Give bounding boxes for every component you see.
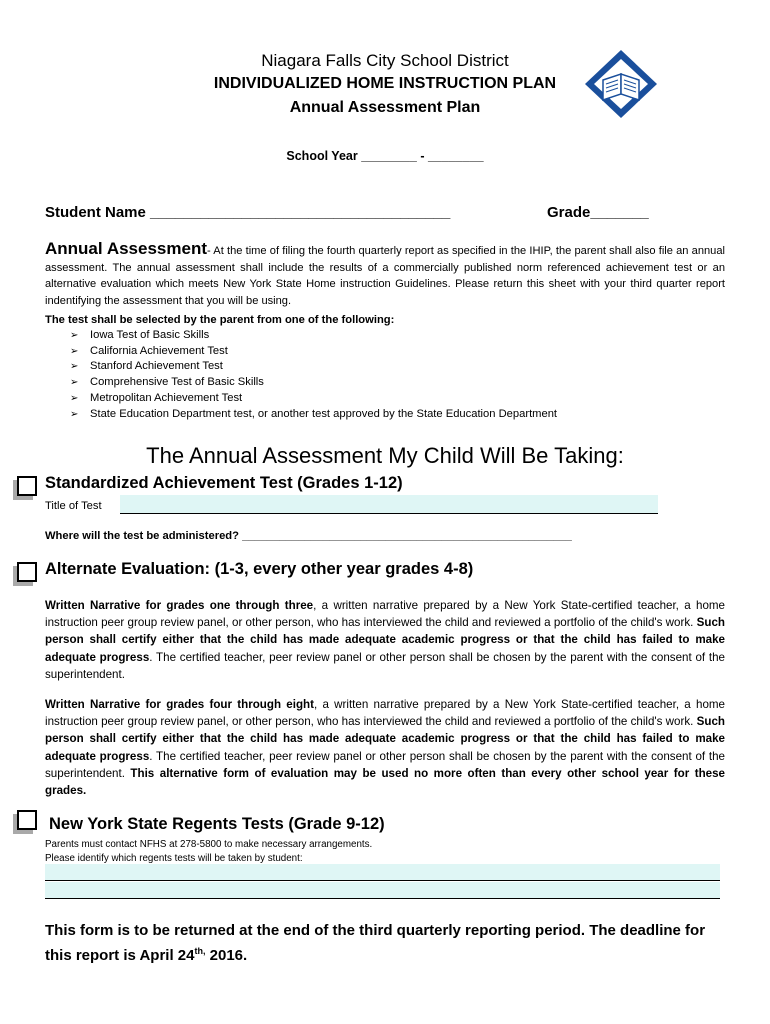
- list-item: ➢ Metropolitan Achievement Test: [68, 391, 708, 407]
- test-selection-note: The test shall be selected by the parent from one of the following:: [45, 314, 395, 326]
- list-item: ➢ Stanford Achievement Test: [68, 359, 708, 375]
- para1-text-end: . The certified teacher, peer review panel or other person shall be chosen by the parent with the consent of the superintendent.: [45, 650, 725, 681]
- standardized-heading: Standardized Achievement Test (Grades 1-12): [45, 474, 403, 492]
- list-item: ➢ State Education Department test, or another test approved by the State Education Department: [68, 407, 708, 423]
- student-name-field[interactable]: ____________________________________: [150, 204, 451, 221]
- annual-assessment-heading: Annual Assessment: [45, 239, 207, 258]
- alternate-paragraph-1: [45, 597, 725, 683]
- para2-bold-certify: Such person shall certify either that the child has made adequate academic progress or that the child has failed to make adequate progress: [45, 715, 725, 763]
- where-administered-field[interactable]: _____________________________________________________: [242, 530, 572, 542]
- para1-text: , a written narrative prepared by a New York State-certified teacher, a home instruction peer group review panel, or other person, who has interviewed the child and reviewed a portfolio of the child's work.: [45, 599, 725, 630]
- alternate-paragraph-2: [45, 696, 725, 799]
- district-name: Niagara Falls City School District: [261, 51, 509, 70]
- list-item: ➢ California Achievement Test: [68, 344, 708, 360]
- school-year-start-field[interactable]: ________: [361, 149, 417, 163]
- regents-identify-note: Please identify which regents tests will be taken by student:: [45, 853, 303, 864]
- para2-bold-limit: This alternative form of evaluation may be used no more often than every other school year for these grades.: [45, 766, 725, 798]
- para2-text: , a written narrative prepared by a New York State-certified teacher, a home instruction peer group review panel, or other person, who has interviewed the child and reviewed a portfolio of the child's work.: [45, 698, 725, 729]
- school-year-end-field[interactable]: ________: [427, 149, 484, 163]
- deadline-text: This form is to be returned at the end of the third quarterly reporting period. The deadline for this report is April 24: [45, 922, 706, 964]
- regents-checkbox[interactable]: [17, 810, 37, 830]
- assessment-choice-heading: The Annual Assessment My Child Will Be Taking:: [146, 443, 624, 468]
- school-year-dash: -: [420, 149, 425, 163]
- school-year-label: School Year: [286, 149, 358, 163]
- grade-row: [547, 204, 649, 221]
- para1-bold-certify: Such person shall certify either that the child has made adequate academic progress or that the child has failed to make adequate progress: [45, 616, 725, 664]
- student-name-row: [45, 204, 450, 221]
- where-administered-row: [45, 528, 572, 544]
- return-deadline-note: [45, 920, 735, 966]
- student-name-label: Student Name: [45, 204, 146, 221]
- deadline-suffix: th,: [194, 946, 206, 956]
- grade-label: Grade: [547, 204, 591, 221]
- list-item: ➢ Iowa Test of Basic Skills: [68, 328, 708, 344]
- para2-bold-lead: Written Narrative for grades four through eight: [45, 698, 314, 711]
- where-administered-label: Where will the test be administered?: [45, 530, 239, 542]
- alternate-checkbox[interactable]: [17, 562, 37, 582]
- test-title-field[interactable]: [120, 495, 658, 514]
- school-year-row: [0, 149, 770, 163]
- test-options-list: [68, 328, 708, 422]
- para1-bold-lead: Written Narrative for grades one through three: [45, 599, 314, 612]
- deadline-year: 2016.: [205, 947, 248, 964]
- test-title-label: Title of Test: [45, 500, 102, 512]
- page-subtitle: Annual Assessment Plan: [289, 99, 481, 116]
- grade-field[interactable]: _______: [590, 204, 649, 221]
- alternate-heading: Alternate Evaluation: (1-3, every other year grades 4-8): [45, 560, 474, 578]
- regents-tests-field-1[interactable]: [45, 864, 720, 881]
- standardized-checkbox[interactable]: [17, 476, 37, 496]
- annual-assessment-paragraph: [45, 241, 725, 309]
- regents-tests-field-2[interactable]: [45, 882, 720, 899]
- para2-text-mid: . The certified teacher, peer review panel or other person shall be chosen by the parent with the consent of the superintendent.: [45, 749, 725, 780]
- regents-heading: New York State Regents Tests (Grade 9-12): [49, 815, 385, 833]
- list-item: ➢ Comprehensive Test of Basic Skills: [68, 375, 708, 391]
- annual-assessment-text: - At the time of filing the fourth quarterly report as specified in the IHIP, the parent shall also file an annual assessment. The annual assessment shall include the results of a commercially published norm referenced achievement test or an alternative evaluation which meets New York State Home instruction Guidelines. Please return this sheet with your third quarter report indentifying the assessment that you will be using.: [45, 245, 725, 307]
- regents-contact-note: Parents must contact NFHS at 278-5800 to make necessary arrangements.: [45, 839, 373, 850]
- plan-title: INDIVIDUALIZED HOME INSTRUCTION PLAN: [213, 75, 557, 92]
